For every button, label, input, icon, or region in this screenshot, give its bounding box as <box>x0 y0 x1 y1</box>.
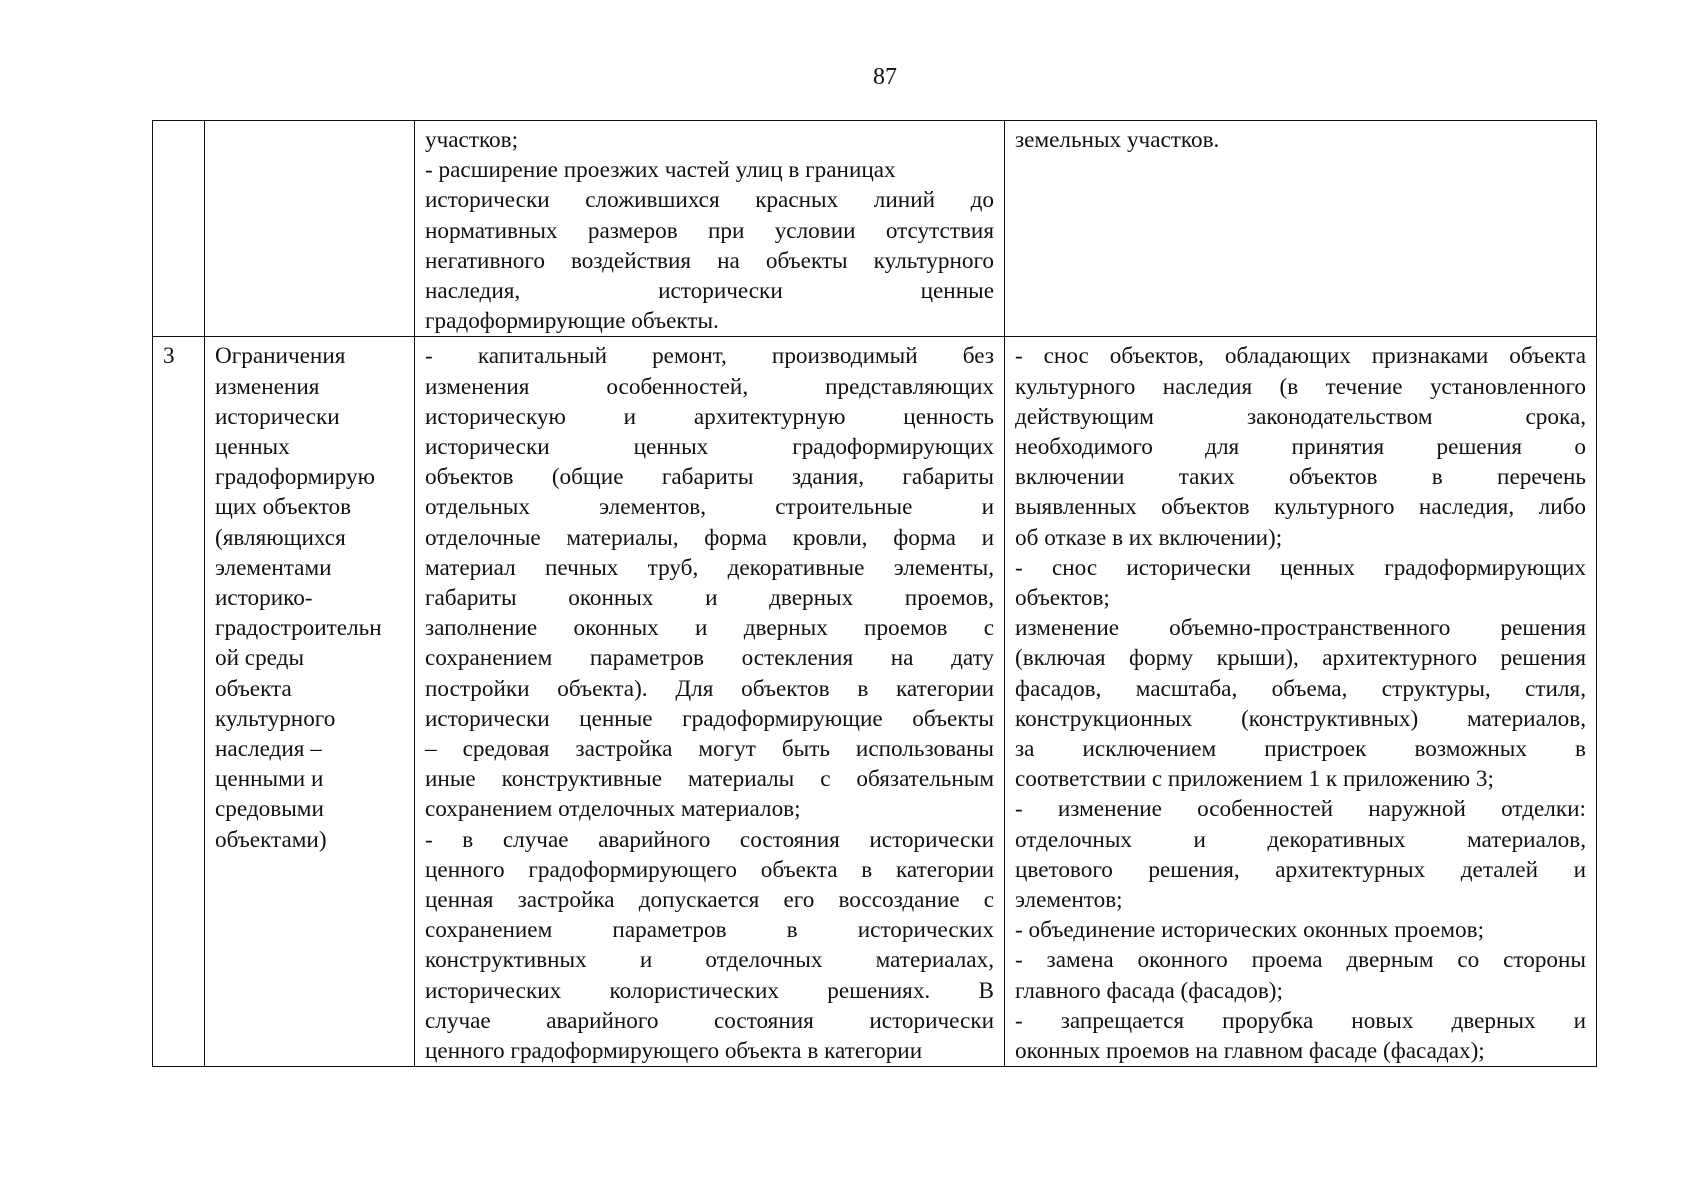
regulations-table <box>152 120 1597 1067</box>
number-cell <box>153 121 205 337</box>
prohibitions-lines <box>1015 125 1586 155</box>
text-line: действующим законодательством срока, <box>1015 403 1586 430</box>
text-line: иные конструктивные материалы с обязательным <box>425 766 994 793</box>
prohibitions-cell <box>1005 121 1597 337</box>
text-line: выявленных объектов культурного наследия, либо <box>1015 494 1586 521</box>
text-line: средовыми <box>215 796 324 823</box>
text-line: градоформирую <box>215 464 375 491</box>
text-line: негативного воздействия на объекты культурного <box>425 247 994 274</box>
text-line: градоформирующие объекты. <box>425 308 719 335</box>
text-line: ценная застройка допускается его воссоздание с <box>425 887 994 914</box>
text-line: - снос исторически ценных градоформирующих <box>1015 554 1586 581</box>
text-line: объектами) <box>215 826 327 853</box>
text-line: - капитальный ремонт, производимый без <box>425 343 994 370</box>
text-line: сохранением параметров остекления на дату <box>425 645 994 672</box>
text-line: щих объектов <box>215 494 352 521</box>
table-row-continuation <box>153 121 1597 337</box>
text-line: включении таких объектов в перечень <box>1015 464 1586 491</box>
text-line: главного фасада (фасадов); <box>1015 977 1283 1004</box>
text-line: Ограничения <box>215 343 346 370</box>
text-line: - объединение исторических оконных проемов; <box>1015 917 1485 944</box>
text-line: об отказе в их включении); <box>1015 524 1283 551</box>
text-line: элементами <box>215 554 332 581</box>
text-line: градостроительн <box>215 615 382 642</box>
text-line: цветового решения, архитектурных деталей и <box>1015 856 1586 883</box>
text-line: (включая форму крыши), архитектурного решения <box>1015 645 1586 672</box>
text-line: за исключением пристроек возможных в <box>1015 736 1586 763</box>
requirements-lines <box>425 125 994 336</box>
text-line: историческую и архитектурную ценность <box>425 403 994 430</box>
text-line: ценных <box>215 434 290 461</box>
text-line: отделочные материалы, форма кровли, форма и <box>425 524 994 551</box>
text-line: отделочных и декоративных материалов, <box>1015 826 1586 853</box>
requirements-cell <box>415 337 1005 1067</box>
text-line: фасадов, масштаба, объема, структуры, стиля, <box>1015 675 1586 702</box>
text-line: элементов; <box>1015 887 1123 914</box>
text-line: - расширение проезжих частей улиц в границах <box>425 157 896 184</box>
text-line: ценными и <box>215 766 324 793</box>
text-line: материал печных труб, декоративные элементы, <box>425 554 994 581</box>
prohibitions-cell <box>1005 337 1597 1067</box>
text-line: историко- <box>215 585 313 612</box>
text-line: изменение объемно-пространственного решения <box>1015 615 1586 642</box>
text-line: сохранением параметров в исторических <box>425 917 994 944</box>
text-line: соответствии с приложением 1 к приложению 3; <box>1015 766 1494 793</box>
text-line: наследия, исторически ценные <box>425 278 994 305</box>
text-line: объектов (общие габариты здания, габариты <box>425 464 994 491</box>
text-line: исторически ценные градоформирующие объекты <box>425 705 994 732</box>
text-line: оконных проемов на главном фасаде (фасадах); <box>1015 1038 1485 1065</box>
text-line: – средовая застройка могут быть использованы <box>425 736 994 763</box>
text-line: исторически сложившихся красных линий до <box>425 187 994 214</box>
text-line: исторически ценных градоформирующих <box>425 434 994 461</box>
text-line: необходимого для принятия решения о <box>1015 434 1586 461</box>
text-line: участков; <box>425 127 519 153</box>
text-line: сохранением отделочных материалов; <box>425 796 801 823</box>
text-line: - в случае аварийного состояния исторически <box>425 826 994 853</box>
text-line: земельных участков. <box>1015 127 1220 153</box>
page-number: 87 <box>873 64 897 90</box>
text-line: - изменение особенностей наружной отделки: <box>1015 796 1586 823</box>
text-line: - замена оконного проема дверным со стороны <box>1015 947 1586 974</box>
text-line: объектов; <box>1015 585 1110 612</box>
row-number: 3 <box>153 337 205 1067</box>
text-line: постройки объекта). Для объектов в категории <box>425 675 994 702</box>
text-line: изменения <box>215 373 320 400</box>
text-line: габариты оконных и дверных проемов, <box>425 585 994 612</box>
text-line: конструктивных и отделочных материалах, <box>425 947 994 974</box>
prohibitions-lines <box>1015 341 1586 1066</box>
text-line: исторически <box>215 403 340 430</box>
text-line: культурного наследия (в течение установленного <box>1015 373 1586 400</box>
table-row-3 <box>153 337 1597 1067</box>
text-line: ой среды <box>215 645 305 672</box>
category-lines <box>215 341 404 854</box>
requirements-lines <box>425 341 994 1066</box>
text-line: исторических колористических решениях. В <box>425 977 994 1004</box>
text-line: ценного градоформирующего объекта в категории <box>425 1038 923 1065</box>
text-line: конструкционных (конструктивных) материалов, <box>1015 705 1586 732</box>
text-line: наследия – <box>215 736 322 763</box>
text-line: отдельных элементов, строительные и <box>425 494 994 521</box>
text-line: случае аварийного состояния исторически <box>425 1007 994 1034</box>
category-cell <box>205 337 415 1067</box>
category-cell <box>205 121 415 337</box>
text-line: объекта <box>215 675 292 702</box>
text-line: культурного <box>215 705 336 732</box>
requirements-cell <box>415 121 1005 337</box>
text-line: заполнение оконных и дверных проемов с <box>425 615 994 642</box>
text-line: изменения особенностей, представляющих <box>425 373 994 400</box>
text-line: нормативных размеров при условии отсутствия <box>425 217 994 244</box>
text-line: ценного градоформирующего объекта в категории <box>425 856 994 883</box>
text-line: (являющихся <box>215 524 346 551</box>
text-line: - запрещается прорубка новых дверных и <box>1015 1007 1586 1034</box>
text-line: - снос объектов, обладающих признаками объекта <box>1015 343 1586 370</box>
